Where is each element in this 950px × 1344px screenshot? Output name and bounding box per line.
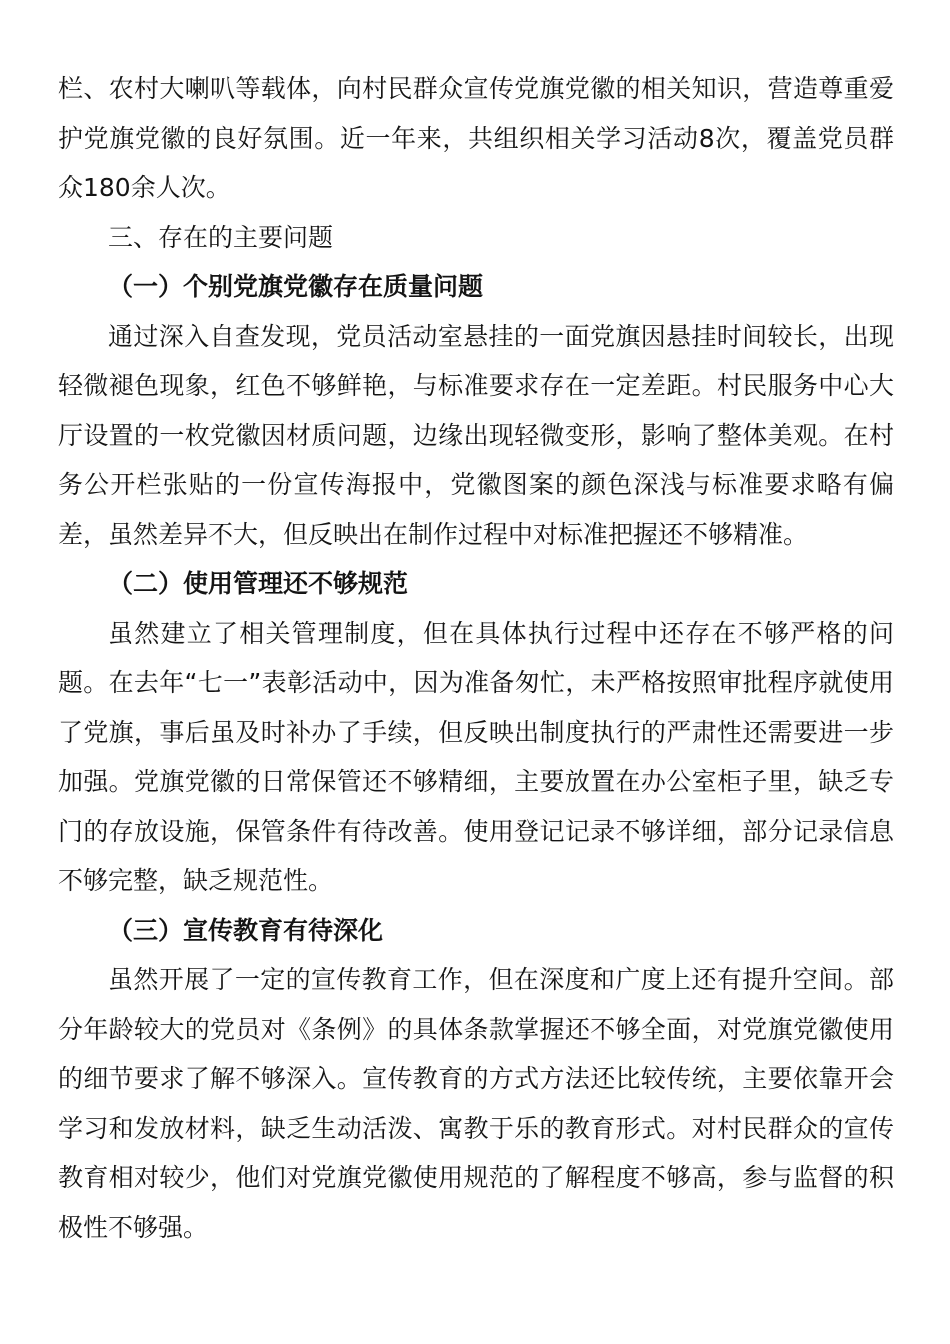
subheading-education-issues: （三）宣传教育有待深化 xyxy=(108,915,384,945)
paragraph-quality-issues: 通过深入自查发现，党员活动室悬挂的一面党旗因悬挂时间较长，出现轻微褪色现象，红色不够鲜艳，与标准要求存在一定差距。村民服务中心大厅设置的一枚党徽因材质问题，边缘出现轻微变形，影响了整体美观。在村务公开栏张贴的一份宣传海报中，党徽图案的颜色深浅与标准要求略有偏差，虽然差异不大，但反映出在制作过程中对标准把握还不够精准。 xyxy=(58,321,894,549)
document-body xyxy=(58,64,894,1252)
paragraph-education-issues: 虽然开展了一定的宣传教育工作，但在深度和广度上还有提升空间。部分年龄较大的党员对《条例》的具体条款掌握还不够全面，对党旗党徽使用的细节要求了解不够深入。宣传教育的方式方法还比较传统，主要依靠开会学习和发放材料，缺乏生动活泼、寓教于乐的教育形式。对村民群众的宣传教育相对较少，他们对党旗党徽使用规范的了解程度不够高，参与监督的积极性不够强。 xyxy=(58,965,894,1242)
subheading-quality-issues: （一）个别党旗党徽存在质量问题 xyxy=(108,272,484,301)
subheading-management-issues: （二）使用管理还不够规范 xyxy=(108,569,409,598)
paragraph-management-issues: 虽然建立了相关管理制度，但在具体执行过程中还存在不够严格的问题。在去年“七一”表彰活动中，因为准备匆忙，未严格按照审批程序就使用了党旗，事后虽及时补办了手续，但反映出制度执行的严肃性还需要进一步加强。党旗党徽的日常保管还不够精细，主要放置在办公室柜子里，缺乏专门的存放设施，保管条件有待改善。使用登记记录不够详细，部分记录信息不够完整，缺乏规范性。 xyxy=(58,618,894,895)
section-title-main-problems: 三、存在的主要问题 xyxy=(108,222,334,252)
paragraph-continuation: 栏、农村大喇叭等载体，向村民群众宣传党旗党徽的相关知识，营造尊重爱护党旗党徽的良好氛围。近一年来，共组织相关学习活动8次，覆盖党员群众180余人次。 xyxy=(58,74,894,202)
